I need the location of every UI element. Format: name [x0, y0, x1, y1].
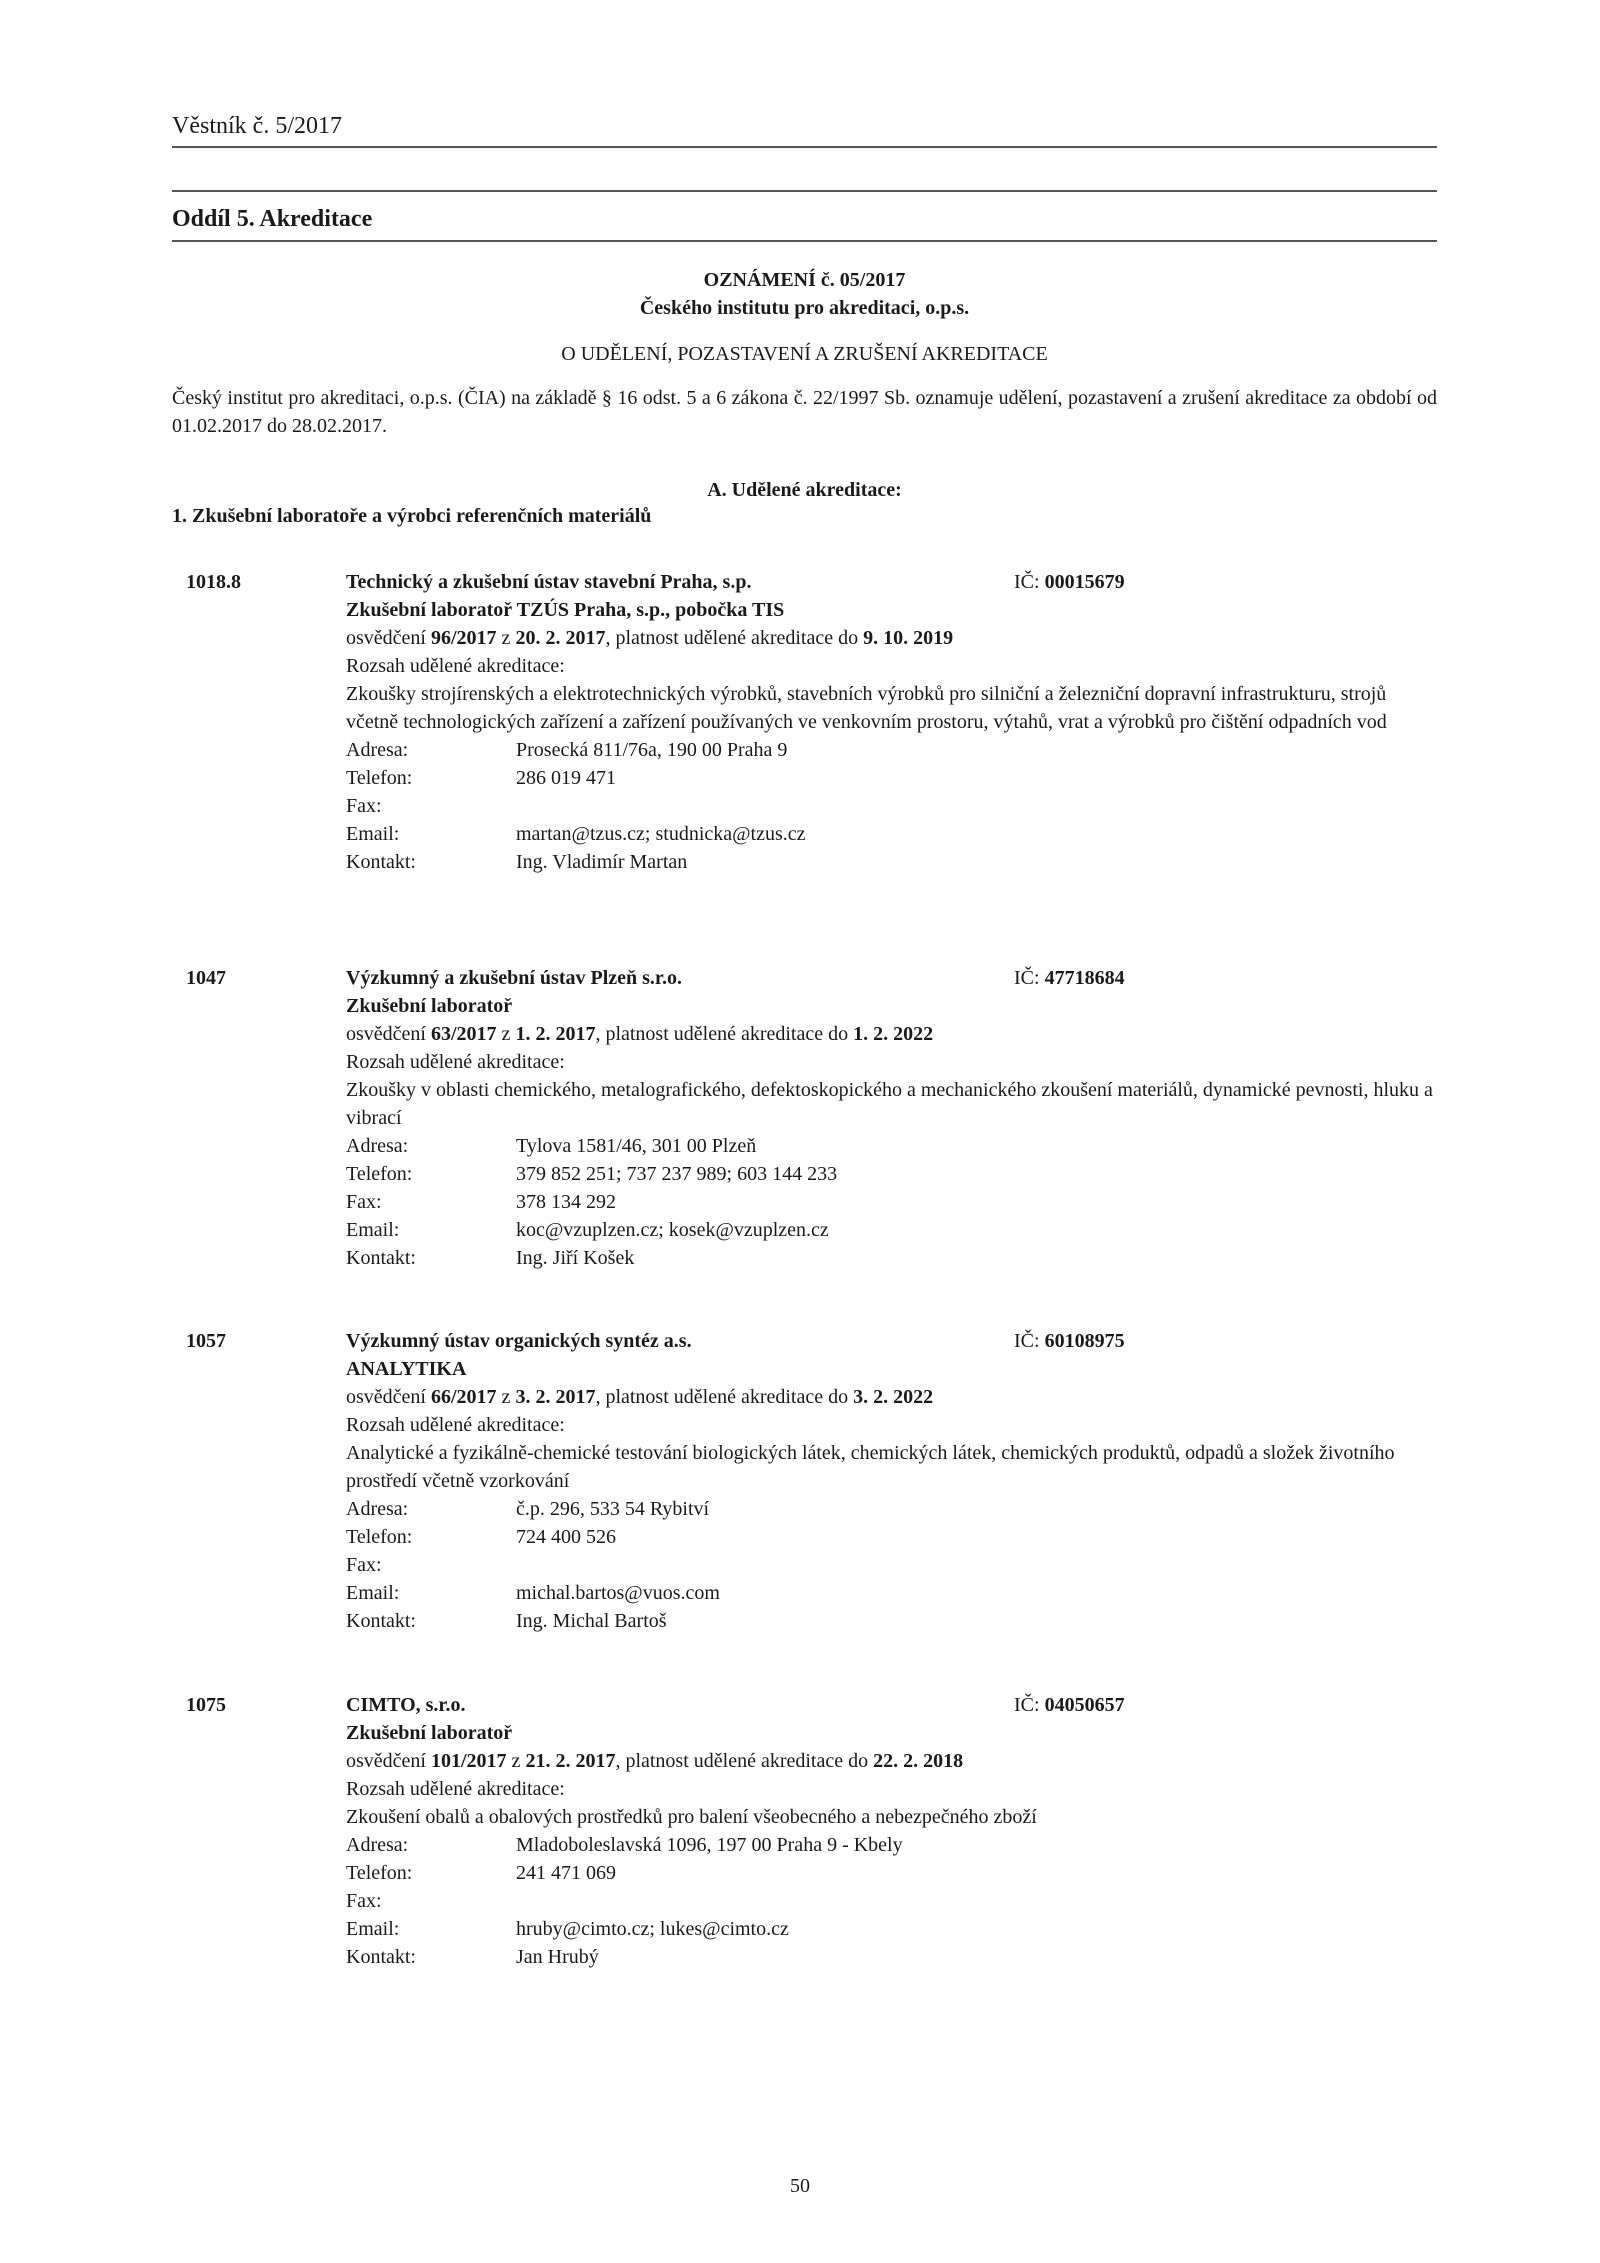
cert-number: 101/2017 — [430, 1750, 507, 1772]
cert-from-label: z — [496, 1386, 516, 1408]
cert-from-label: z — [496, 627, 516, 649]
email-label: Email: — [346, 823, 400, 845]
organization-name: Výzkumný a zkušební ústav Plzeň s.r.o. — [346, 967, 682, 989]
phone-value: 724 400 526 — [516, 1526, 616, 1548]
cert-from-label: z — [506, 1750, 526, 1772]
contact-row — [346, 848, 1437, 876]
address-label: Adresa: — [346, 1834, 409, 1856]
valid-until: 3. 2. 2022 — [853, 1386, 934, 1408]
category-heading: 1. Zkušební laboratoře a výrobci referenčních materiálů — [172, 505, 652, 527]
scope-label: Rozsah udělené akreditace: — [346, 655, 565, 677]
email-value: hruby@cimto.cz; lukes@cimto.cz — [516, 1918, 789, 1940]
divider — [172, 190, 1437, 192]
announcement-title: OZNÁMENÍ č. 05/2017 — [703, 269, 906, 291]
announcement-subject: O UDĚLENÍ, POZASTAVENÍ A ZRUŠENÍ AKREDITACE — [561, 343, 1048, 365]
cert-label: osvědčení — [346, 1023, 431, 1045]
email-label: Email: — [346, 1918, 400, 1940]
unit-name: ANALYTIKA — [346, 1358, 467, 1380]
organization-name: Technický a zkušební ústav stavební Praha, s.p. — [346, 571, 752, 593]
ic-value: 00015679 — [1044, 571, 1125, 593]
entry-number: 1075 — [186, 1694, 226, 1716]
announcement-intro: Český institut pro akreditaci, o.p.s. (ČIA) na základě § 16 odst. 5 a 6 zákona č. 22/1997 Sb. oznamuje udělení, pozastavení a zrušení akreditace za období od 01.02.2017 do 28.02.2017. — [172, 387, 1437, 437]
divider — [172, 146, 1437, 148]
cert-date: 20. 2. 2017 — [515, 627, 606, 649]
ic-label: IČ: — [1014, 1330, 1045, 1352]
cert-number: 96/2017 — [430, 627, 497, 649]
address-row — [346, 736, 1437, 764]
ic-label: IČ: — [1014, 1694, 1045, 1716]
contact-row — [346, 1244, 1437, 1272]
journal-header: Věstník č. 5/2017 — [172, 113, 342, 139]
announcement-issuer: Českého institutu pro akreditaci, o.p.s. — [639, 297, 970, 319]
phone-label: Telefon: — [346, 1526, 413, 1548]
valid-until: 1. 2. 2022 — [853, 1023, 934, 1045]
cert-label: osvědčení — [346, 1386, 431, 1408]
phone-label: Telefon: — [346, 1163, 413, 1185]
cert-valid-label: , platnost udělené akreditace do — [595, 1386, 854, 1408]
cert-number: 66/2017 — [430, 1386, 497, 1408]
ic-value: 04050657 — [1044, 1694, 1125, 1716]
entry-number: 1018.8 — [186, 571, 241, 593]
divider — [172, 240, 1437, 242]
contact-value: Ing. Vladimír Martan — [516, 851, 688, 873]
phone-label: Telefon: — [346, 767, 413, 789]
email-row — [346, 1216, 1437, 1244]
page-number: 50 — [790, 2175, 810, 2197]
contact-label: Kontakt: — [346, 1946, 416, 1968]
unit-name: Zkušební laboratoř TZÚS Praha, s.p., pobočka TIS — [346, 599, 785, 621]
scope-text: Analytické a fyzikálně-chemické testování biologických látek, chemických látek, chemických produktů, odpadů a složek životního prostředí včetně vzorkování — [346, 1442, 1395, 1492]
phone-value: 241 471 069 — [516, 1862, 616, 1884]
fax-value: 378 134 292 — [516, 1191, 616, 1213]
scope-text: Zkoušky v oblasti chemického, metalografického, defektoskopického a mechanického zkoušení materiálů, dynamické pevnosti, hluku a vibrací — [346, 1079, 1433, 1129]
email-label: Email: — [346, 1219, 400, 1241]
fax-row — [346, 1551, 1437, 1579]
unit-name: Zkušební laboratoř — [346, 1722, 513, 1744]
address-label: Adresa: — [346, 739, 409, 761]
ic-value: 60108975 — [1044, 1330, 1125, 1352]
phone-row — [346, 1859, 1437, 1887]
address-value: č.p. 296, 533 54 Rybitví — [516, 1498, 710, 1520]
contact-row — [346, 1943, 1437, 1971]
cert-valid-label: , platnost udělené akreditace do — [615, 1750, 874, 1772]
address-label: Adresa: — [346, 1135, 409, 1157]
phone-value: 286 019 471 — [516, 767, 616, 789]
address-value: Mladoboleslavská 1096, 197 00 Praha 9 - Kbely — [516, 1834, 903, 1856]
email-value: michal.bartos@vuos.com — [516, 1582, 720, 1604]
scope-label: Rozsah udělené akreditace: — [346, 1414, 565, 1436]
cert-label: osvědčení — [346, 627, 431, 649]
cert-label: osvědčení — [346, 1750, 431, 1772]
certificate-line — [346, 1747, 1437, 1775]
phone-label: Telefon: — [346, 1862, 413, 1884]
entry-number: 1047 — [186, 967, 226, 989]
email-row — [346, 1915, 1437, 1943]
fax-value — [516, 792, 521, 820]
phone-value: 379 852 251; 737 237 989; 603 144 233 — [516, 1163, 838, 1185]
contact-label: Kontakt: — [346, 1247, 416, 1269]
certificate-line — [346, 1383, 1437, 1411]
entry-number: 1057 — [186, 1330, 226, 1352]
organization-name: Výzkumný ústav organických syntéz a.s. — [346, 1330, 692, 1352]
cert-number: 63/2017 — [430, 1023, 497, 1045]
unit-name: Zkušební laboratoř — [346, 995, 513, 1017]
address-value: Prosecká 811/76a, 190 00 Praha 9 — [516, 739, 788, 761]
scope-text: Zkoušky strojírenských a elektrotechnických výrobků, stavebních výrobků pro silniční a železniční dopravní infrastrukturu, strojů včetně technologických zařízení a zařízení používaných ve venkovním prostoru, výtahů, vrat a výrobků pro čištění odpadních vod — [346, 683, 1387, 733]
fax-label: Fax: — [346, 795, 382, 817]
ic-label: IČ: — [1014, 571, 1045, 593]
cert-from-label: z — [496, 1023, 516, 1045]
section-title: Oddíl 5. Akreditace — [172, 206, 373, 232]
address-label: Adresa: — [346, 1498, 409, 1520]
email-row — [346, 820, 1437, 848]
scope-label: Rozsah udělené akreditace: — [346, 1051, 565, 1073]
address-row — [346, 1831, 1437, 1859]
phone-row — [346, 1523, 1437, 1551]
fax-label: Fax: — [346, 1554, 382, 1576]
email-label: Email: — [346, 1582, 400, 1604]
cert-date: 3. 2. 2017 — [515, 1386, 596, 1408]
cert-valid-label: , platnost udělené akreditace do — [605, 627, 864, 649]
address-value: Tylova 1581/46, 301 00 Plzeň — [516, 1135, 757, 1157]
fax-row — [346, 1188, 1437, 1216]
valid-until: 9. 10. 2019 — [863, 627, 954, 649]
fax-label: Fax: — [346, 1890, 382, 1912]
valid-until: 22. 2. 2018 — [873, 1750, 964, 1772]
email-row — [346, 1579, 1437, 1607]
fax-value — [516, 1551, 521, 1579]
fax-value — [516, 1887, 521, 1915]
cert-valid-label: , platnost udělené akreditace do — [595, 1023, 854, 1045]
contact-row — [346, 1607, 1437, 1635]
phone-row — [346, 1160, 1437, 1188]
phone-row — [346, 764, 1437, 792]
ic-value: 47718684 — [1044, 967, 1125, 989]
contact-value: Ing. Michal Bartoš — [516, 1610, 667, 1632]
fax-row — [346, 1887, 1437, 1915]
ic-label: IČ: — [1014, 967, 1045, 989]
email-value: koc@vzuplzen.cz; kosek@vzuplzen.cz — [516, 1219, 829, 1241]
contact-value: Jan Hrubý — [516, 1946, 599, 1968]
scope-label: Rozsah udělené akreditace: — [346, 1778, 565, 1800]
contact-value: Ing. Jiří Košek — [516, 1247, 635, 1269]
contact-label: Kontakt: — [346, 1610, 416, 1632]
scope-text: Zkoušení obalů a obalových prostředků pro balení všeobecného a nebezpečného zboží — [346, 1806, 1037, 1828]
part-heading: A. Udělené akreditace: — [707, 479, 902, 501]
cert-date: 1. 2. 2017 — [515, 1023, 596, 1045]
certificate-line — [346, 624, 1437, 652]
contact-label: Kontakt: — [346, 851, 416, 873]
address-row — [346, 1495, 1437, 1523]
cert-date: 21. 2. 2017 — [525, 1750, 616, 1772]
certificate-line — [346, 1020, 1437, 1048]
organization-name: CIMTO, s.r.o. — [346, 1694, 466, 1716]
fax-label: Fax: — [346, 1191, 382, 1213]
address-row — [346, 1132, 1437, 1160]
email-value: martan@tzus.cz; studnicka@tzus.cz — [516, 823, 806, 845]
fax-row — [346, 792, 1437, 820]
